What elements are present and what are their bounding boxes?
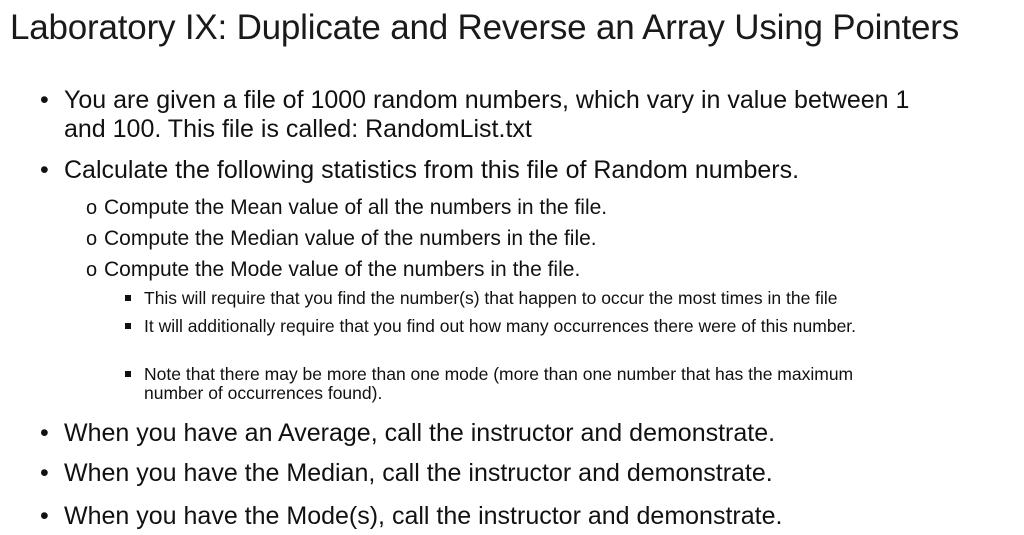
bullet-text: Calculate the following statistics from this file of Random numbers.: [64, 156, 800, 184]
sub-bullet-marker: o: [86, 228, 98, 250]
square-bullet-marker: [125, 371, 131, 377]
sub-bullet-text: Compute the Mean value of all the numbers in the file.: [104, 196, 608, 219]
bullet-marker: •: [40, 86, 49, 114]
bullet-given-file: [40, 86, 1024, 144]
bullet-marker: •: [40, 419, 49, 447]
detail-bullet-text: Note that there may be more than one mode (more than one number that has the maximum number of occurrences found).: [144, 364, 854, 403]
square-bullet-marker: [125, 295, 131, 301]
bullet-demonstrate-mode: [40, 502, 1024, 531]
bullet-text: When you have the Median, call the instructor and demonstrate.: [64, 459, 773, 487]
detail-bullet-text: It will additionally require that you find out how many occurrences there were of this number.: [144, 316, 857, 336]
bullet-marker: •: [40, 156, 49, 184]
detail-bullet-most-times: [122, 289, 1014, 308]
sub-bullet-text: Compute the Mode value of the numbers in the file.: [104, 258, 581, 281]
sub-bullet-marker: o: [86, 197, 98, 219]
detail-bullet-multiple-modes: [122, 365, 1014, 403]
sub-bullet-mode: [86, 257, 1004, 283]
sub-bullet-marker: o: [86, 259, 98, 281]
bullet-marker: •: [40, 502, 49, 530]
bullet-text: When you have the Mode(s), call the instructor and demonstrate.: [64, 502, 783, 530]
square-bullet-marker: [125, 323, 131, 329]
bullet-text: You are given a file of 1000 random numbers, which vary in value between 1 and 100. This file is called: RandomList.txt: [64, 86, 910, 143]
bullet-calculate-statistics: [40, 156, 1024, 185]
sub-bullet-mean: [86, 195, 1004, 221]
bullet-text: When you have an Average, call the instructor and demonstrate.: [64, 419, 776, 447]
bullet-demonstrate-average: [40, 419, 1024, 448]
sub-bullet-text: Compute the Median value of the numbers in the file.: [104, 227, 597, 250]
detail-bullet-occurrences: [122, 317, 1014, 336]
detail-bullet-text: This will require that you find the number(s) that happen to occur the most times in the file: [144, 288, 838, 308]
sub-bullet-median: [86, 226, 1004, 252]
slide-title: Laboratory IX: Duplicate and Reverse an Array Using Pointers: [10, 8, 960, 47]
bullet-demonstrate-median: [40, 459, 1024, 488]
bullet-marker: •: [40, 459, 49, 487]
